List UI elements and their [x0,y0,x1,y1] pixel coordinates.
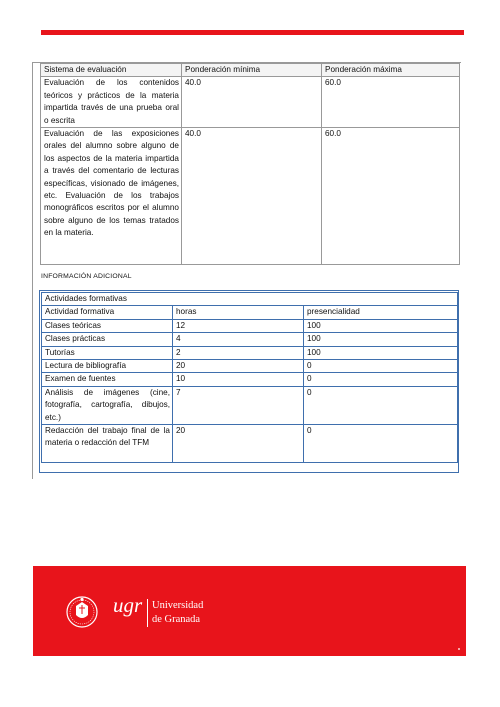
footer-dot [458,648,460,650]
header-system: Sistema de evaluación [41,64,182,77]
university-name-line1: Universidad [152,600,204,611]
table-row [42,425,458,463]
header-activity: Actividad formativa [42,306,173,319]
evaluation-max: 60.0 [322,77,460,128]
ugr-logo-text: ugr [113,593,143,617]
table-row [41,77,460,128]
activities-table [41,292,458,463]
activities-header-row [42,306,458,319]
header-min: Ponderación mínima [182,64,322,77]
evaluation-max: 60.0 [322,128,460,265]
activities-title-row [42,293,458,306]
university-name-line2: de Granada [152,614,201,625]
header-max: Ponderación máxima [322,64,460,77]
table-row [42,319,458,332]
header-red-bar [41,30,464,35]
activity-presence: 0 [304,425,458,463]
table-row [42,373,458,386]
activity-name: Análisis de imágenes (cine, fotografía, cartografía, dibujos, etc.) [42,386,173,424]
table-row [42,360,458,373]
activity-name: Clases prácticas [42,333,173,346]
activity-name: Redacción del trabajo final de la materia o redacción del TFM [42,425,173,463]
table-row [42,386,458,424]
activity-presence: 0 [304,373,458,386]
activity-presence: 100 [304,333,458,346]
activity-presence: 100 [304,346,458,359]
activity-hours: 7 [173,386,304,424]
evaluation-min: 40.0 [182,128,322,265]
info-label: INFORMACIÓN ADICIONAL [41,273,132,280]
evaluation-header-row [41,64,460,77]
evaluation-table [40,63,460,265]
evaluation-system: Evaluación de las exposiciones orales del alumno sobre alguno de los aspectos de la materia impartida a través del comentario de lecturas específicas, visionado de imágenes, etc. Evaluación de los trabajos monográficos escritos por el alumno sobre alguno de los temas tratados en la materia. [41,128,182,265]
evaluation-min: 40.0 [182,77,322,128]
header-presence: presencialidad [304,306,458,319]
activity-name: Clases teóricas [42,319,173,332]
activity-hours: 10 [173,373,304,386]
activity-name: Tutorías [42,346,173,359]
activity-presence: 100 [304,319,458,332]
table-row [41,128,460,265]
evaluation-system: Evaluación de los contenidos teóricos y prácticos de la materia impartida través de una prueba oral o escrita [41,77,182,128]
activity-name: Lectura de bibliografía [42,360,173,373]
activity-presence: 0 [304,386,458,424]
activity-hours: 2 [173,346,304,359]
activity-presence: 0 [304,360,458,373]
activity-hours: 20 [173,360,304,373]
university-name [147,599,203,627]
activity-name: Examen de fuentes [42,373,173,386]
activity-hours: 20 [173,425,304,463]
table-row [42,346,458,359]
table-row [42,333,458,346]
header-hours: horas [173,306,304,319]
activity-hours: 4 [173,333,304,346]
footer-banner [33,566,466,656]
activity-hours: 12 [173,319,304,332]
activities-title: Actividades formativas [42,293,458,306]
